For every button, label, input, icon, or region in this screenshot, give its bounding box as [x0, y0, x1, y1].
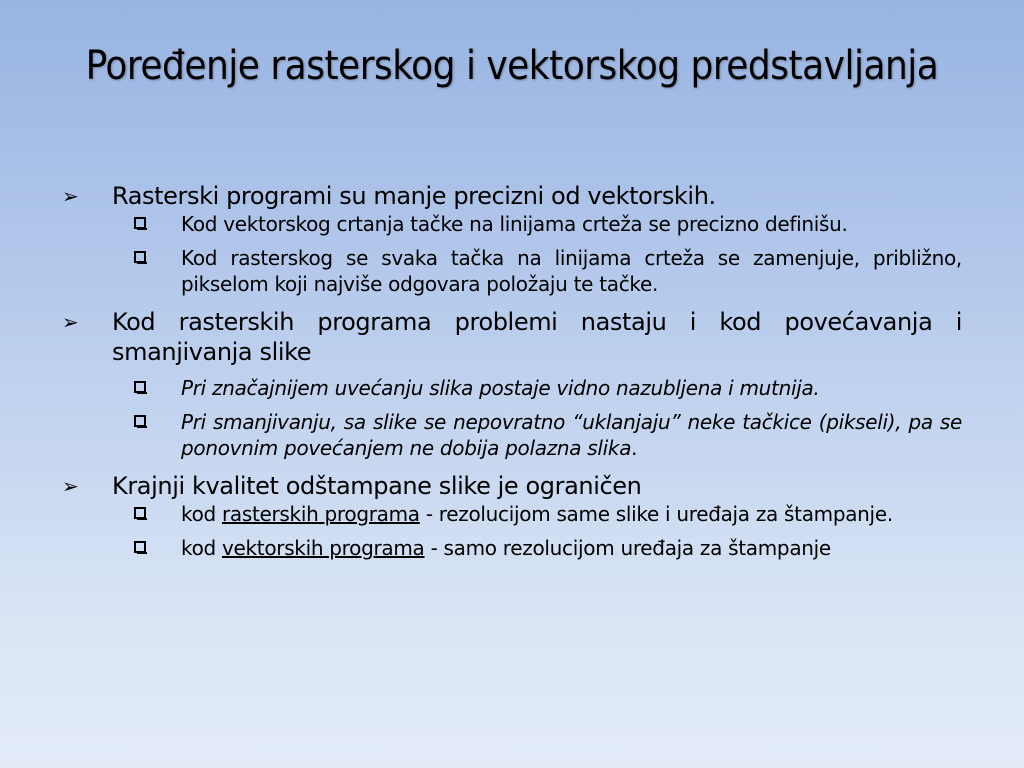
sub-bullet-2-2-suffix: . — [631, 436, 638, 460]
sub-bullet-2-2 — [181, 409, 962, 461]
checkbox-bullet-icon — [134, 507, 146, 519]
checkbox-bullet-icon — [134, 381, 146, 393]
bullet-1 — [62, 181, 962, 211]
checkbox-bullet-icon — [134, 415, 146, 427]
sub-bullet-3-1 — [181, 501, 962, 527]
bullet-2 — [62, 307, 962, 367]
checkbox-bullet-icon — [134, 217, 146, 229]
sub-bullet-1-1-text: Kod vektorskog crtanja tačke na linijama crteža se precizno definišu. — [181, 212, 848, 236]
arrowhead-bullet-icon: ➢ — [62, 184, 79, 208]
sub-bullet-3-2-rest: - samo rezolucijom uređaja za štampanje — [424, 536, 831, 560]
sub-bullet-1-1 — [181, 211, 962, 237]
checkbox-bullet-icon — [134, 541, 146, 553]
arrowhead-bullet-icon: ➢ — [62, 474, 79, 498]
bullet-3 — [62, 471, 962, 501]
sub-bullet-3-2-prefix: kod — [181, 536, 222, 560]
sub-bullet-2-1-text: Pri značajnijem uvećanju slika postaje vidno nazubljena i mutnija. — [181, 376, 820, 400]
sub-bullet-3-2 — [181, 535, 962, 561]
sub-bullet-2-1 — [181, 375, 962, 401]
sub-bullet-2-2-text: Pri smanjivanju, sa slike se nepovratno “uklanjaju” neke tačkice (pikseli), pa se ponovnim povećanjem ne dobija polazna slika — [181, 410, 962, 460]
slide-title: Poređenje rasterskog i vektorskog predstavljanja — [85, 43, 939, 89]
sub-bullet-3-1-prefix: kod — [181, 502, 222, 526]
arrowhead-bullet-icon: ➢ — [62, 310, 79, 334]
rasterskih-programa-link[interactable]: rasterskih programa — [221, 502, 420, 526]
bullet-2-text: Kod rasterskih programa problemi nastaju i kod povećavanja i smanjivanja slike — [112, 308, 962, 366]
sub-bullet-1-2-text: Kod rasterskog se svaka tačka na linijama crteža se zamenjuje, približno, pikselom koji najviše odgovara položaju te tačke. — [181, 246, 962, 296]
slide-content — [62, 181, 962, 561]
bullet-1-text: Rasterski programi su manje precizni od vektorskih. — [112, 182, 716, 210]
bullet-3-text: Krajnji kvalitet odštampane slike je ograničen — [112, 472, 642, 500]
sub-bullet-3-1-rest: - rezolucijom same slike i uređaja za štampanje. — [419, 502, 893, 526]
sub-bullet-1-2 — [181, 245, 962, 297]
vektorskih-programa-link[interactable]: vektorskih programa — [221, 536, 425, 560]
checkbox-bullet-icon — [134, 251, 146, 263]
